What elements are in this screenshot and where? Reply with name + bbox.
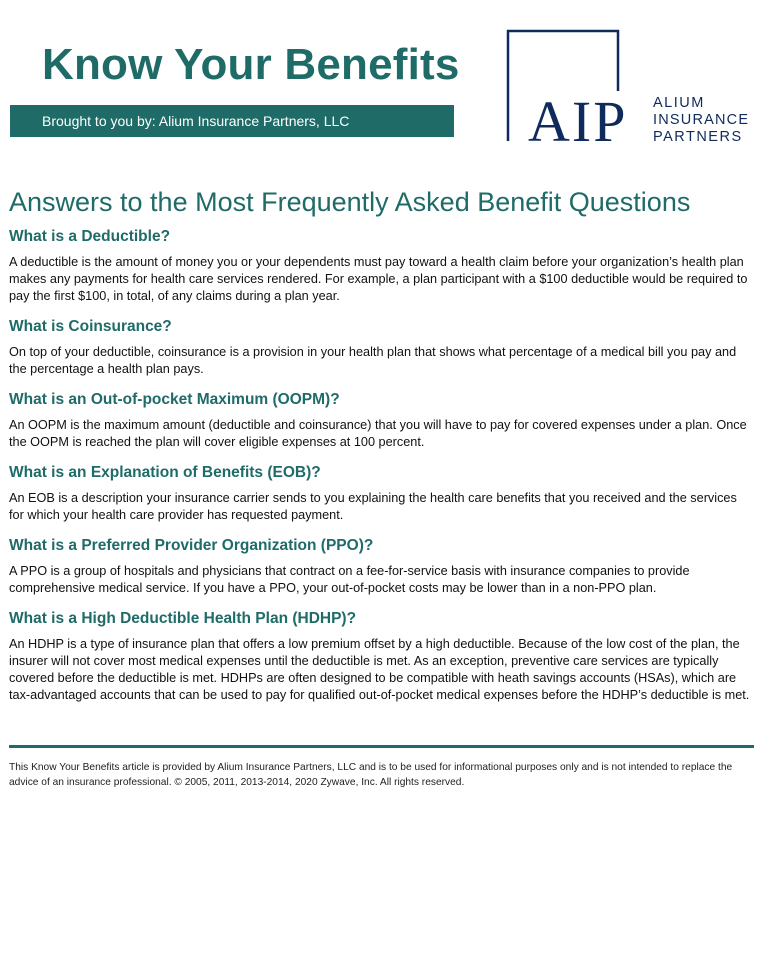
faq-item-coinsurance [9,317,755,378]
faq-question: What is Coinsurance? [9,318,172,335]
faq-item-hdhp [9,609,755,704]
logo-word-partners: PARTNERS [653,129,743,145]
footer-divider [9,745,754,748]
section-heading: Answers to the Most Frequently Asked Benefit Questions [9,187,691,217]
faq-answer: An EOB is a description your insurance carrier sends to you explaining the health care benefits that you received and the services for which your health care provider has requested payment. [9,491,737,522]
faq-answer: An HDHP is a type of insurance plan that offers a low premium offset by a high deductible. Because of the low cost of the plan, the insurer will not cover most medical expenses until the deductible is met. As an exception, preventive care services are typically covered before the deductible is met. HDHPs are often designed to be compatible with heath savings accounts (HSAs), which are tax-advantaged accounts that can be used to pay for qualified out-of-pocket medical expenses before the HDHP’s deductible is met. [9,637,750,702]
faq-question: What is a Preferred Provider Organization (PPO)? [9,537,374,554]
page-title: Know Your Benefits [42,40,460,89]
faq-item-eob [9,463,755,524]
logo-word-insurance: INSURANCE [653,112,750,128]
faq-answer: A deductible is the amount of money you or your dependents must pay toward a health claim before your organization’s health plan makes any payments for health care services rendered. For example, a plan participant with a $100 deductible would be required to pay the first $100, in total, of any claims during a plan year. [9,255,748,303]
faq-item-deductible [9,227,755,305]
faq-answer: A PPO is a group of hospitals and physicians that contract on a fee-for-service basis with insurance companies to provide comprehensive medical service. If you have a PPO, your out-of-pocket costs may be lower than in a non-PPO plan. [9,564,690,595]
faq-question: What is a Deductible? [9,228,171,245]
faq-item-oopm [9,390,755,451]
byline-banner: Brought to you by: Alium Insurance Partners, LLC [10,105,454,137]
faq-item-ppo [9,536,755,597]
aip-logo [506,29,756,147]
faq-list [9,227,755,704]
faq-answer: On top of your deductible, coinsurance is a provision in your health plan that shows what percentage of a medical bill you pay and the percentage a health plan pays. [9,345,737,376]
faq-question: What is an Explanation of Benefits (EOB)? [9,464,321,481]
faq-question: What is a High Deductible Health Plan (HDHP)? [9,610,357,627]
faq-question: What is an Out-of-pocket Maximum (OOPM)? [9,391,340,408]
footer-disclaimer: This Know Your Benefits article is provided by Alium Insurance Partners, LLC and is to be used for informational purposes only and is not intended to replace the advice of an insurance professional. © 2005, 2011, 2013-2014, 2020 Zywave, Inc. All rights reserved. [9,762,733,788]
logo-monogram: AIP [528,89,628,147]
logo-word-alium: ALIUM [653,95,705,111]
faq-answer: An OOPM is the maximum amount (deductible and coinsurance) that you will have to pay for covered expenses under a plan. Once the OOPM is reached the plan will cover eligible expenses at 100 percent. [9,418,747,449]
